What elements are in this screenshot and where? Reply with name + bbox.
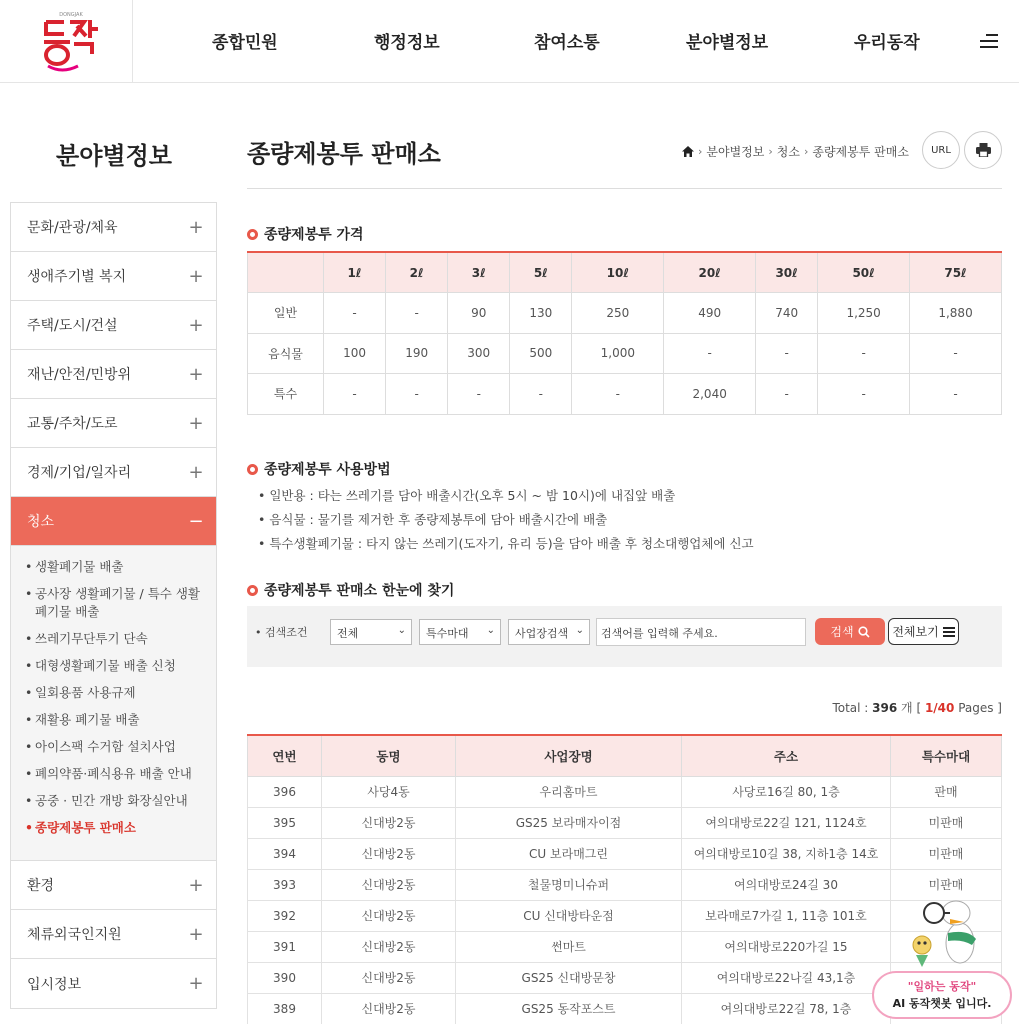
plus-icon: + — [188, 216, 204, 238]
sidebar-item[interactable]: 주택/도시/건설 + — [11, 301, 216, 350]
plus-icon: + — [188, 265, 204, 287]
table-row — [248, 838, 1002, 869]
table-cell: 신대방2동 — [322, 962, 456, 993]
table-header: 10ℓ — [572, 252, 664, 293]
chevron-down-icon: ⌄ — [486, 625, 495, 636]
price-cell: 190 — [386, 333, 448, 374]
table-row — [248, 931, 1002, 962]
plus-icon: + — [188, 461, 204, 483]
chevron-down-icon: ⌄ — [397, 625, 406, 636]
table-cell: 우리홈마트 — [456, 776, 682, 807]
table-cell: 여의대방로10길 38, 지하1층 14호 — [682, 838, 891, 869]
usage-item: • 특수생활폐기물 : 타지 않는 쓰레기(도자기, 유리 등)을 담아 배출 후 청소대행업체에 신고 — [258, 536, 754, 551]
submenu-item-current[interactable]: • 종량제봉투 판매소 — [25, 819, 208, 837]
search-panel — [247, 606, 1002, 667]
table-cell: 신대방2동 — [322, 993, 456, 1024]
nav-item[interactable]: 우리동작 — [854, 33, 920, 53]
submenu-item[interactable]: • 재활용 폐기물 배출 — [25, 711, 208, 729]
submenu-item[interactable]: • 폐의약품·폐식용유 배출 안내 — [25, 765, 208, 783]
sidebar-item-active[interactable]: 청소 − — [11, 497, 216, 546]
price-cell: 300 — [448, 333, 510, 374]
chatbot-title: "일하는 동작" — [907, 980, 977, 993]
price-cell: - — [910, 333, 1002, 374]
table-header: 연번 — [248, 735, 322, 776]
usage-item: • 음식물 : 물기를 제거한 후 종량제봉투에 담아 배출시간에 배출 — [258, 512, 608, 527]
price-cell: 1,250 — [818, 293, 910, 334]
sidebar-item[interactable]: 입시정보 + — [11, 959, 216, 1008]
table-header: 5ℓ — [510, 252, 572, 293]
price-cell: 1,000 — [572, 333, 664, 374]
bullet-icon — [247, 229, 258, 240]
price-cell: - — [324, 374, 386, 415]
price-row — [248, 374, 1002, 415]
home-icon[interactable] — [682, 146, 694, 157]
table-header — [248, 252, 324, 293]
chatbot-mascot-icon[interactable] — [908, 893, 978, 973]
table-header: 1ℓ — [324, 252, 386, 293]
price-cell: 100 — [324, 333, 386, 374]
bullet-icon — [247, 464, 258, 475]
breadcrumb: › 분야별정보 › 청소 › 종량제봉투 판매소 — [682, 143, 909, 160]
sidebar-title: 분야별정보 — [56, 142, 172, 170]
breadcrumb-item[interactable]: 종량제봉투 판매소 — [812, 145, 909, 159]
price-cell: 130 — [510, 293, 572, 334]
print-button[interactable] — [964, 131, 1002, 169]
table-cell: 389 — [248, 993, 322, 1024]
sidebar-item[interactable]: 문화/관광/체육 + — [11, 203, 216, 252]
search-input[interactable]: 검색어를 입력해 주세요. — [596, 618, 806, 646]
price-table — [247, 251, 1002, 415]
sidebar-item[interactable]: 경제/기업/일자리 + — [11, 448, 216, 497]
table-header: 3ℓ — [448, 252, 510, 293]
price-cell: - — [910, 374, 1002, 415]
table-cell: 신대방2동 — [322, 807, 456, 838]
table-cell: 사당로16길 80, 1층 — [682, 776, 891, 807]
price-section-title: 종량제봉투 가격 — [247, 224, 364, 244]
price-cell: - — [386, 293, 448, 334]
table-cell: 393 — [248, 869, 322, 900]
print-icon — [976, 143, 991, 157]
sidebar-item[interactable]: 환경 + — [11, 861, 216, 910]
table-row — [248, 807, 1002, 838]
table-header: 동명 — [322, 735, 456, 776]
search-section-title: 종량제봉투 판매소 한눈에 찾기 — [247, 580, 454, 600]
submenu-item[interactable]: • 일회용품 사용규제 — [25, 684, 208, 702]
price-cell: - — [664, 333, 756, 374]
table-cell: 392 — [248, 900, 322, 931]
sidebar-item[interactable]: 체류외국인지원 + — [11, 910, 216, 959]
table-cell: 여의대방로220가길 15 — [682, 931, 891, 962]
nav-item[interactable]: 참여소통 — [534, 33, 600, 53]
plus-icon: + — [188, 874, 204, 896]
table-cell: 썬마트 — [456, 931, 682, 962]
submenu-item[interactable]: • 공사장 생활폐기물 / 특수 생활폐기물 배출 — [25, 585, 208, 621]
table-cell: 보라매로7가길 1, 11층 101호 — [682, 900, 891, 931]
table-cell: 395 — [248, 807, 322, 838]
row-header: 특수 — [248, 374, 324, 415]
price-cell: - — [818, 333, 910, 374]
price-cell: 740 — [756, 293, 818, 334]
minus-icon: − — [188, 510, 204, 532]
row-header: 일반 — [248, 293, 324, 334]
table-header: 사업장명 — [456, 735, 682, 776]
price-cell: - — [386, 374, 448, 415]
sidebar-menu — [10, 202, 217, 1009]
page-title: 종량제봉투 판매소 — [247, 140, 441, 168]
table-cell: 신대방2동 — [322, 931, 456, 962]
chevron-down-icon: ⌄ — [575, 625, 584, 636]
submenu-item[interactable]: • 아이스팩 수거함 설치사업 — [25, 738, 208, 756]
plus-icon: + — [188, 314, 204, 336]
total-count: Total : 396 개 [ 1/40 Pages ] — [832, 701, 1002, 715]
submenu-item[interactable]: • 쓰레기무단투기 단속 — [25, 630, 208, 648]
table-cell: 사당4동 — [322, 776, 456, 807]
price-cell: 490 — [664, 293, 756, 334]
price-cell: 500 — [510, 333, 572, 374]
view-all-button[interactable]: 전체보기 — [888, 618, 959, 645]
table-cell: 394 — [248, 838, 322, 869]
sidebar-submenu — [11, 546, 216, 861]
table-cell: 신대방2동 — [322, 869, 456, 900]
price-cell: 1,880 — [910, 293, 1002, 334]
hamburger-menu-icon[interactable] — [980, 34, 998, 50]
table-row — [248, 900, 1002, 931]
submenu-item[interactable]: • 생활폐기물 배출 — [25, 558, 208, 576]
price-cell: - — [572, 374, 664, 415]
divider — [247, 188, 1002, 189]
table-cell: 여의대방로22길 121, 1124호 — [682, 807, 891, 838]
url-copy-button[interactable]: URL — [922, 131, 960, 169]
breadcrumb-item[interactable]: 청소 — [776, 145, 800, 159]
table-cell: GS25 보라매자이점 — [456, 807, 682, 838]
table-cell: CU 보라매그린 — [456, 838, 682, 869]
table-cell: 신대방2동 — [322, 838, 456, 869]
chatbot-text: AI 동작챗봇 입니다. — [892, 997, 992, 1010]
table-cell: 390 — [248, 962, 322, 993]
table-header: 주소 — [682, 735, 891, 776]
price-cell: - — [448, 374, 510, 415]
submenu-item[interactable]: • 대형생활폐기물 배출 신청 — [25, 657, 208, 675]
table-cell: 여의대방로22나길 43,1층 — [682, 962, 891, 993]
table-header: 20ℓ — [664, 252, 756, 293]
search-condition-label: • 검색조건 — [255, 626, 308, 639]
plus-icon: + — [188, 923, 204, 945]
list-icon — [943, 627, 955, 637]
table-cell: GS25 동작포스트 — [456, 993, 682, 1024]
usage-item: • 일반용 : 타는 쓰레기를 담아 배출시간(오후 5시 ~ 밤 10시)에 내집앞 배출 — [258, 488, 676, 503]
table-header: 75ℓ — [910, 252, 1002, 293]
nav-item[interactable]: 행정정보 — [374, 33, 440, 53]
nav-item[interactable]: 종합민원 — [212, 33, 278, 53]
table-row — [248, 869, 1002, 900]
price-cell: - — [756, 333, 818, 374]
table-cell: CU 신대방타운점 — [456, 900, 682, 931]
table-cell: 미판매 — [891, 838, 1002, 869]
price-cell: - — [510, 374, 572, 415]
price-cell: 90 — [448, 293, 510, 334]
svg-text:DONGJAK: DONGJAK — [59, 12, 83, 18]
plus-icon: + — [188, 412, 204, 434]
table-header: 특수마대 — [891, 735, 1002, 776]
table-cell: 396 — [248, 776, 322, 807]
table-cell: 미판매 — [891, 869, 1002, 900]
chatbot-bubble[interactable] — [872, 971, 1012, 1019]
price-cell: - — [756, 374, 818, 415]
table-header: 50ℓ — [818, 252, 910, 293]
site-header — [0, 0, 1019, 83]
usage-list — [258, 484, 754, 556]
table-cell: 미판매 — [891, 807, 1002, 838]
table-cell: 391 — [248, 931, 322, 962]
table-cell: 여의대방로24길 30 — [682, 869, 891, 900]
table-header: 30ℓ — [756, 252, 818, 293]
plus-icon: + — [188, 973, 204, 994]
bullet-icon — [247, 585, 258, 596]
logo[interactable] — [0, 0, 133, 83]
submenu-item[interactable]: • 공중 · 민간 개방 화장실안내 — [25, 792, 208, 810]
table-cell: GS25 신대방문창 — [456, 962, 682, 993]
table-cell: 신대방2동 — [322, 900, 456, 931]
price-cell: 2,040 — [664, 374, 756, 415]
table-header: 2ℓ — [386, 252, 448, 293]
table-cell: 철물명미니슈퍼 — [456, 869, 682, 900]
price-row — [248, 333, 1002, 374]
sidebar-item[interactable]: 생애주기별 복지 + — [11, 252, 216, 301]
type-select[interactable]: 특수마대 ⌄ — [419, 619, 501, 645]
search-button[interactable]: 검색 — [815, 618, 885, 645]
breadcrumb-item[interactable]: 분야별정보 — [706, 145, 765, 159]
sidebar-item[interactable]: 재난/안전/민방위 + — [11, 350, 216, 399]
price-cell: 250 — [572, 293, 664, 334]
search-icon — [858, 626, 870, 638]
price-row — [248, 293, 1002, 334]
table-cell: 판매 — [891, 776, 1002, 807]
row-header: 음식물 — [248, 333, 324, 374]
dongjak-logo-icon — [40, 8, 102, 72]
price-cell: - — [818, 374, 910, 415]
usage-section-title: 종량제봉투 사용방법 — [247, 459, 391, 479]
table-cell: 여의대방로22길 78, 1층 — [682, 993, 891, 1024]
field-select[interactable]: 사업장검색 ⌄ — [508, 619, 590, 645]
nav-item[interactable]: 분야별정보 — [686, 33, 769, 53]
table-row — [248, 776, 1002, 807]
scope-select[interactable]: 전체 ⌄ — [330, 619, 412, 645]
price-cell: - — [324, 293, 386, 334]
sidebar-item[interactable]: 교통/주차/도로 + — [11, 399, 216, 448]
plus-icon: + — [188, 363, 204, 385]
